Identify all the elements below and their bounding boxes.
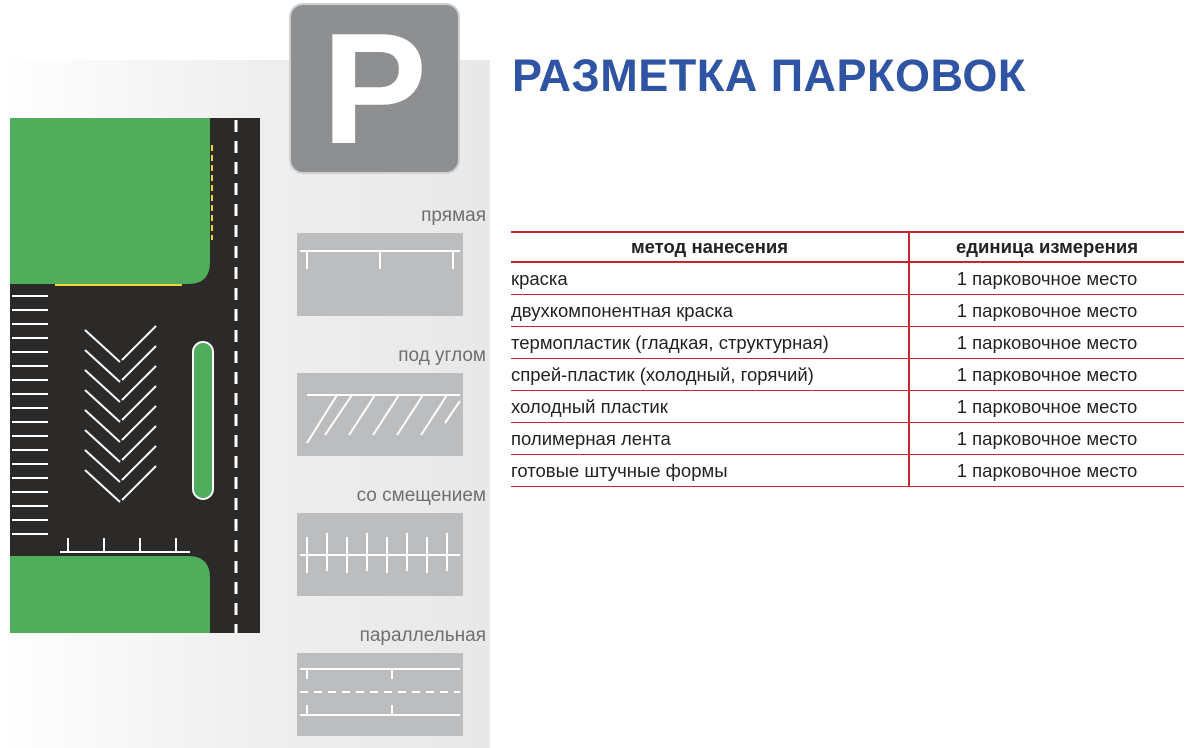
- table-header-row: [511, 232, 1184, 262]
- table-row: [511, 295, 1184, 327]
- variant-label-angled: под углом: [398, 345, 486, 366]
- column-header-method: метод нанесения: [511, 232, 909, 262]
- unit-cell: 1 парковочное место: [909, 295, 1184, 327]
- variant-tile-offset: [297, 513, 463, 596]
- variant-label-offset: со смещением: [356, 485, 486, 506]
- unit-cell: 1 парковочное место: [909, 359, 1184, 391]
- method-cell: холодный пластик: [511, 391, 909, 423]
- method-cell: краска: [511, 262, 909, 295]
- grass-top-left: [10, 118, 210, 284]
- method-cell: термопластик (гладкая, структурная): [511, 327, 909, 359]
- table-row: [511, 391, 1184, 423]
- variant-tile-angled: [297, 373, 463, 456]
- variant-label-parallel: параллельная: [359, 625, 486, 646]
- variant-tile-straight: [297, 233, 463, 316]
- methods-table: [511, 231, 1184, 487]
- parking-sign: [291, 0, 458, 177]
- unit-cell: 1 парковочное место: [909, 391, 1184, 423]
- table-row: [511, 327, 1184, 359]
- unit-cell: 1 парковочное место: [909, 327, 1184, 359]
- method-cell: готовые штучные формы: [511, 455, 909, 487]
- column-header-unit: единица измерения: [909, 232, 1184, 262]
- unit-cell: 1 парковочное место: [909, 262, 1184, 295]
- variant-label-straight: прямая: [421, 205, 486, 226]
- table-row: [511, 359, 1184, 391]
- parking-sign-letter: P: [321, 0, 428, 177]
- median-island: [193, 342, 213, 499]
- grass-bottom-left: [10, 556, 210, 633]
- table-row: [511, 423, 1184, 455]
- method-cell: двухкомпонентная краска: [511, 295, 909, 327]
- table-row: [511, 262, 1184, 295]
- unit-cell: 1 парковочное место: [909, 455, 1184, 487]
- method-cell: полимерная лента: [511, 423, 909, 455]
- table-row: [511, 455, 1184, 487]
- unit-cell: 1 парковочное место: [909, 423, 1184, 455]
- variant-tile-parallel: [297, 653, 463, 736]
- method-cell: спрей-пластик (холодный, горячий): [511, 359, 909, 391]
- page-title: РАЗМЕТКА ПАРКОВОК: [512, 50, 1026, 101]
